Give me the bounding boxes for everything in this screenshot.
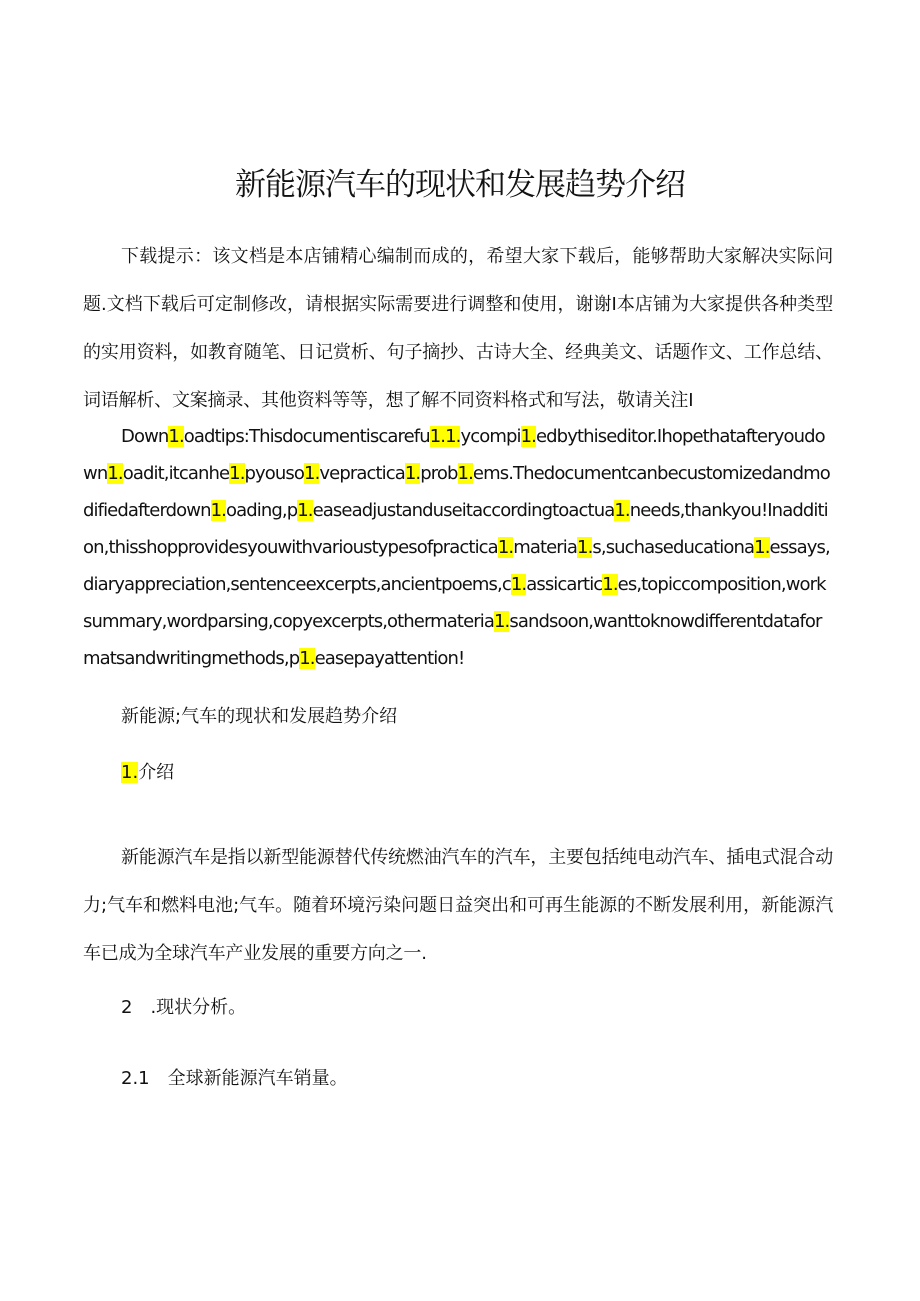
section-1-heading <box>121 758 174 788</box>
highlighted-ocr-fragment: 1. <box>107 463 123 484</box>
download-tip-en-text: es,topiccomposition,worksummary,wordparsing,copyexcerpts,othermateria <box>83 574 826 632</box>
download-tip-en-text: oadit,itcanhe <box>122 463 230 484</box>
download-tip-en-text: easeadjustanduseitaccordingtoactua <box>312 500 615 521</box>
highlighted-ocr-fragment: 1. <box>577 537 593 558</box>
highlighted-ocr-fragment: 1. <box>210 500 226 521</box>
download-tip-en-text: sandsoon,wanttoknowdifferentdataformatsandwritingmethods,p <box>83 611 822 669</box>
download-tip-en <box>83 418 833 677</box>
section-1-number: 1. <box>121 762 139 783</box>
download-tip-en-text: easepayattention! <box>314 648 465 669</box>
download-tip-en-text: assicartic <box>526 574 603 595</box>
highlighted-ocr-fragment: 1. <box>457 463 473 484</box>
download-tip-en-text: ycompi <box>460 426 521 447</box>
download-tip-en-text: oading,p <box>225 500 298 521</box>
download-tip-en-text: edbythiseditor.Ihopethatafteryoudown <box>83 426 825 484</box>
section-1-title: 介绍 <box>138 762 175 783</box>
highlighted-ocr-fragment: 1. <box>429 426 446 447</box>
highlighted-ocr-fragment: 1. <box>299 648 315 669</box>
download-tip-cn: 下载提示：该文档是本店铺精心编制而成的，希望大家下载后，能够帮助大家解决实际问题.文档下载后可定制修改，请根据实际需要进行调整和使用，谢谢I本店铺为大家提供各种类型的实用资料，如教育随笔、日记赏析、句子摘抄、古诗大全、经典美文、话题作文、工作总结、词语解析、文案摘录、其他资料等等，想了解不同资料格式和写法，敬请关注I <box>83 246 833 411</box>
intro-paragraph: 新能源汽车是指以新型能源替代传统燃油汽车的汽车，主要包括纯电动汽车、插电式混合动力;气车和燃料电池;气车。随着环境污染问题日益突出和可再生能源的不断发展利用，新能源汽车已成为全球汽车产业发展的重要方向之一. <box>83 847 833 964</box>
highlighted-ocr-fragment: 1. <box>297 500 313 521</box>
download-tip-en-text: Down <box>121 426 169 447</box>
highlighted-ocr-fragment: 1. <box>229 463 245 484</box>
highlighted-ocr-fragment: 1. <box>404 463 421 484</box>
highlighted-ocr-fragment: 1. <box>754 537 770 558</box>
highlighted-ocr-fragment: 1. <box>614 500 630 521</box>
download-tip-en-text: s,suchaseducationa <box>592 537 755 558</box>
document-subtitle: 新能源;气车的现状和发展趋势介绍 <box>121 706 398 727</box>
highlighted-ocr-fragment: 1. <box>494 611 510 632</box>
download-tip-en-text: vepractica <box>319 463 405 484</box>
document-title: 新能源汽车的现状和发展趋势介绍 <box>235 167 685 203</box>
section-2-1-heading: 2.1 全球新能源汽车销量。 <box>121 1068 348 1089</box>
download-tip-en-text: ems.Thedocumentcanbecustomizedandmodifiedafterdown <box>83 463 830 521</box>
download-tip-en-text: oadtips:Thisdocumentiscarefu <box>183 426 430 447</box>
download-tip-en-text: materia <box>513 537 578 558</box>
highlighted-ocr-fragment: 1. <box>510 574 527 595</box>
download-tip-en-text: needs,thankyou!Inaddition,thisshopprovidesyouwithvarioustypesofpractica <box>83 500 828 558</box>
highlighted-ocr-fragment: 1. <box>520 426 536 447</box>
highlighted-ocr-fragment: 1. <box>497 537 514 558</box>
download-tip-en-text: prob <box>420 463 458 484</box>
highlighted-ocr-fragment: 1. <box>445 426 461 447</box>
highlighted-ocr-fragment: 1. <box>304 463 320 484</box>
highlighted-ocr-fragment: 1. <box>602 574 618 595</box>
section-2-heading: 2 .现状分析。 <box>121 997 247 1018</box>
download-tip-en-text: essays,diaryappreciation,sentenceexcerpts,ancientpoems,c <box>83 537 830 595</box>
highlighted-ocr-fragment: 1. <box>168 426 184 447</box>
download-tip-en-text: pyouso <box>244 463 305 484</box>
